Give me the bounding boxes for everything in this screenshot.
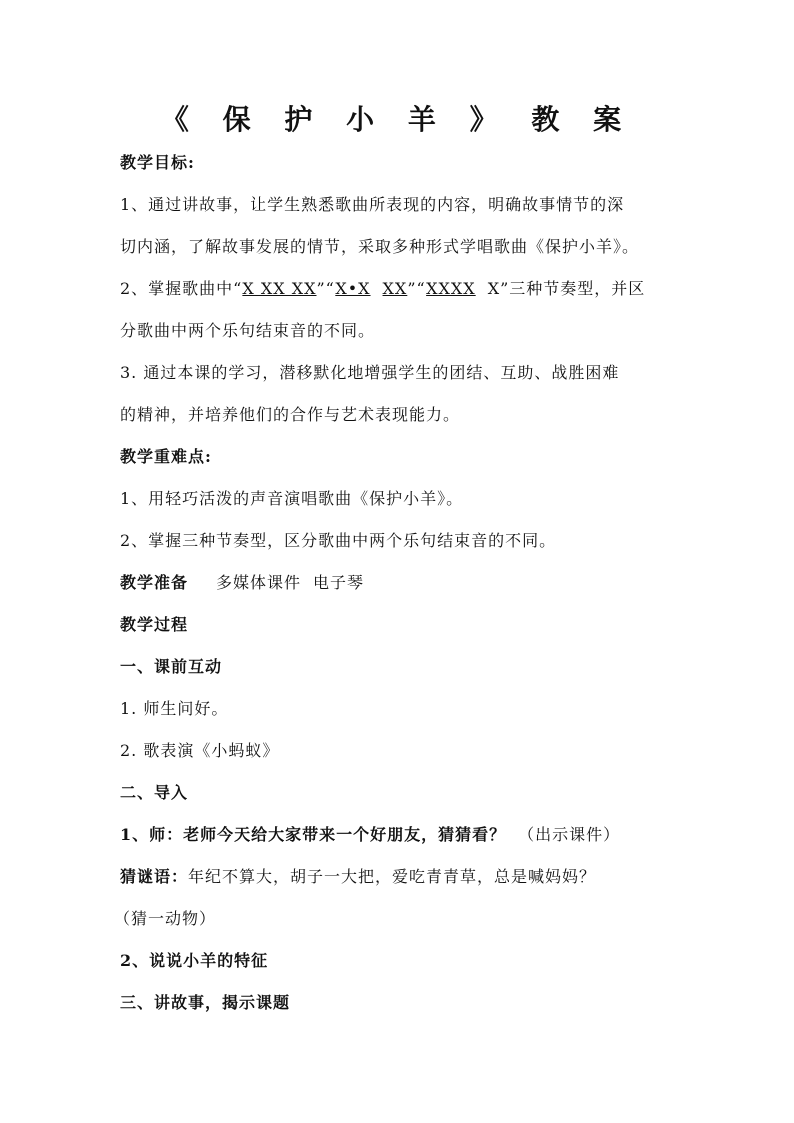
part-2-heading: 二、导入 xyxy=(120,783,189,802)
goal-1-line-2: 切内涵，了解故事发展的情节，采取多种形式学唱歌曲《保护小羊》。 xyxy=(120,237,640,256)
key-point-2: 2、掌握三种节奏型，区分歌曲中两个乐句结束音的不同。 xyxy=(120,531,557,550)
document-title: 《 保 护 小 羊 》 教 案 xyxy=(160,103,634,136)
goals-heading: 教学目标: xyxy=(120,153,195,172)
goal-3-line-2: 的精神，并培养他们的合作与艺术表现能力。 xyxy=(120,405,461,424)
quote-sep-2: ”“ xyxy=(407,279,427,298)
part-1-item-2: 2. 歌表演《小蚂蚁》 xyxy=(120,741,280,760)
riddle-text: 年纪不算大，胡子一大把，爱吃青青草，总是喊妈妈？ xyxy=(188,867,597,886)
goal-2-prefix: 2、掌握歌曲中“ xyxy=(120,279,243,298)
preparation-line xyxy=(120,570,680,593)
rhythm-pattern-1: X XX XX xyxy=(242,279,317,298)
rhythm-pattern-2a: X•X xyxy=(335,279,371,298)
riddle-label: 猜谜语： xyxy=(120,867,189,886)
preparation-item-1: 多媒体课件 xyxy=(216,573,302,592)
riddle-hint: （猜一动物） xyxy=(114,909,217,928)
key-points-heading: 教学重难点: xyxy=(120,447,212,466)
part-1-heading: 一、课前互动 xyxy=(120,657,223,676)
part-2-item-2: 2、说说小羊的特征 xyxy=(120,951,269,970)
riddle-line xyxy=(120,864,680,887)
courseware-note: （出示课件） xyxy=(518,825,621,844)
goal-3-line-1: 3. 通过本课的学习，潜移默化地增强学生的团结、互助、战胜困难 xyxy=(120,363,620,382)
rhythm-pattern-3a: XXXX xyxy=(426,279,476,298)
part-1-item-1: 1. 师生问好。 xyxy=(120,699,229,718)
teacher-question: 1、师：老师今天给大家带来一个好朋友，猜猜看？ xyxy=(120,825,507,844)
part-3-heading: 三、讲故事，揭示课题 xyxy=(120,993,291,1012)
key-point-1: 1、用轻巧活泼的声音演唱歌曲《保护小羊》。 xyxy=(120,489,464,508)
process-heading: 教学过程 xyxy=(120,615,189,634)
rhythm-pattern-2b: XX xyxy=(382,279,408,298)
goal-1-line-1: 1、通过讲故事，让学生熟悉歌曲所表现的内容，明确故事情节的深 xyxy=(120,195,625,214)
preparation-item-2: 电子琴 xyxy=(313,573,365,592)
goal-2-suffix: ”三种节奏型，并区 xyxy=(500,279,646,298)
quote-sep-1: ”“ xyxy=(316,279,336,298)
part-2-item-1 xyxy=(120,822,680,845)
rhythm-pattern-3b: X xyxy=(487,279,501,298)
goal-2-line-2: 分歌曲中两个乐句结束音的不同。 xyxy=(120,321,376,340)
goal-2-line-1 xyxy=(120,276,680,299)
preparation-label: 教学准备 xyxy=(120,573,189,592)
